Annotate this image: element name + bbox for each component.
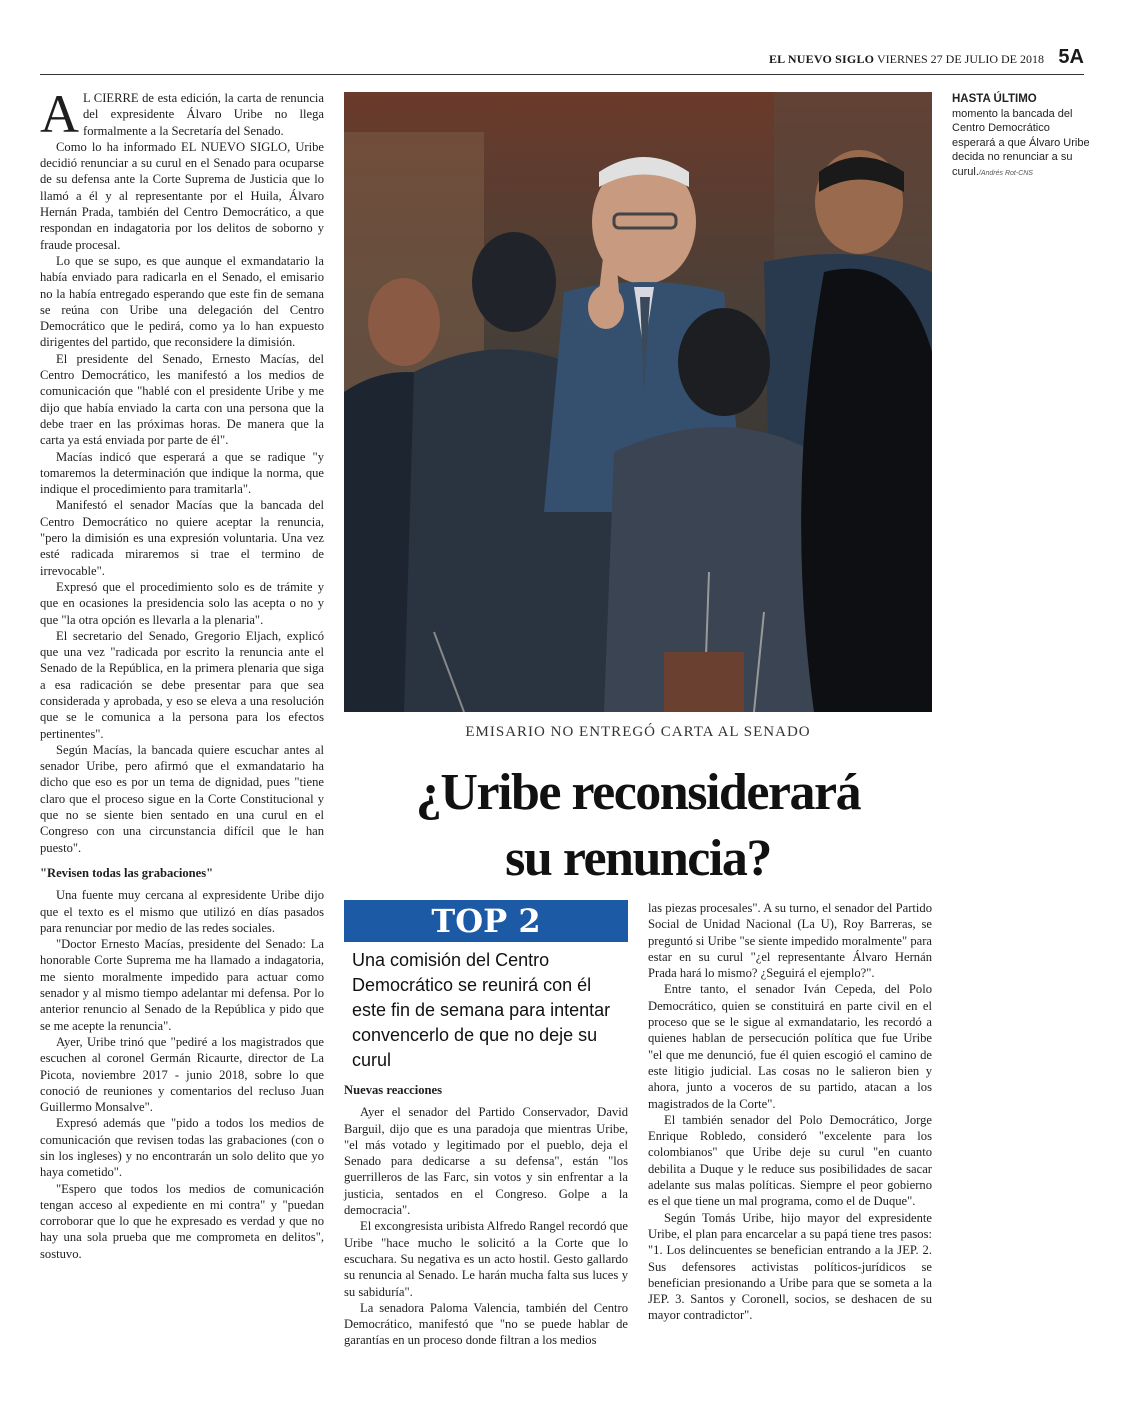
- lead-text: L CIERRE de esta edición, la carta de renuncia del expresidente Álvaro Uribe no llega formalmente a la Secretaría del Senado.: [83, 91, 324, 138]
- paragraph: Una fuente muy cercana al expresidente Uribe dijo que el texto es el mismo que utilizó en días pasados para renunciar por medio de las redes sociales.: [40, 888, 324, 935]
- top2-summary: Una comisión del Centro Democrático se reunirá con él este fin de semana para intentar convencerlo de que no deje su curul: [352, 950, 611, 1070]
- paragraph: "Doctor Ernesto Macías, presidente del Senado: La honorable Corte Suprema me ha llamado a indagatoria, me siento moralmente impedido para actuar como senador y al mismo tiempo adelantar mi defensa. Por lo anterior renuncio al Senado de la República y pido que se me acepte la renuncia".: [40, 937, 324, 1033]
- photo-credit: /Andrés Rot-CNS: [978, 169, 1033, 177]
- paragraph: El también senador del Polo Democrático, Jorge Enrique Robledo, consideró "excelente para los colombianos" que Uribe deje su curul "en cuanto debilita a Duque y le reduce sus posibilidades de sacar adelante sus malas políticas. Siempre el peor gobierno es el que tiene un mal programa, como el de Duque".: [648, 1112, 932, 1209]
- paragraph: las piezas procesales". A su turno, el senador del Partido Social de Unidad Nacional (La U), Roy Barreras, se preguntó si Uribe "se siente impedido moralmente" para estar en su curul "¿el representante Álvaro Hernán Prada hará lo mismo? ¿Seguirá el ejemplo?".: [648, 901, 932, 981]
- headline-line-1: ¿Uribe reconsiderará: [415, 764, 861, 821]
- paragraph: Entre tanto, el senador Iván Cepeda, del Polo Democrático, quien se constituirá en parte civil en el proceso que se le sigue al exmandatario, les recordó a quienes hablan de persecución política que fue Uribe "el que me denunció, fue él quien escogió el camino de este litigio judicial. Las cosas no le salieron bien y ahora, junto a voceros de su partido, atacan a los magistrados de la Corte".: [648, 982, 932, 1111]
- paragraph: El secretario del Senado, Gregorio Eljach, explicó que una vez "radicada por escrito la renuncia ante el Senado de la República, en la primera plenaria que siga a esa radicación se debe presentar para que sea considerada y aprobada, y eso se eleva a una resolución que se le comunica a la persona para los efectos pertinentes".: [40, 628, 324, 741]
- photo-caption: [952, 92, 1092, 181]
- paragraph: Ayer, Uribe trinó que "pediré a los magistrados que escuchen al coronel Germán Ricaurte, director de La Picota, noviembre 2017 - junio 2018, sobre lo que conoció de reuniones y comentarios del recluso Juan Guillermo Monsalve".: [40, 1034, 324, 1115]
- issue-date: VIERNES 27 DE JULIO DE 2018: [877, 52, 1044, 66]
- paragraph: Según Tomás Uribe, hijo mayor del expresidente Uribe, el plan para encarcelar a su papá tiene tres pasos: "1. Los delincuentes se benefician entrando a la JEP. 2. Sus defensores activistas políticos-jurídicos se benefician presionando a Uribe para que se someta a la JEP. 3. Santos y Coronell, socios, se deshacen de su mayor contradictor".: [648, 1210, 932, 1323]
- page-header: [40, 48, 1084, 75]
- page-number: 5A: [1058, 46, 1084, 68]
- caption-text: momento la bancada del Centro Democrático esperará a que Álvaro Uribe decida no renunciar a su curul.: [952, 107, 1090, 178]
- news-photo: [344, 92, 932, 712]
- paragraph: El excongresista uribista Alfredo Rangel recordó que Uribe "hace mucho le solicitó a la Corte que lo escuchara. Su negativa es un acto hostil. Gesto gallardo su renuncia al Senado. Le harán mucha falta sus luces y su sabiduría".: [344, 1219, 628, 1299]
- left-column: [40, 84, 324, 1262]
- paragraph: Como lo ha informado EL NUEVO SIGLO, Uribe decidió renunciar a su curul en el Senado para ocuparse de su defensa ante la Corte Suprema de Justicia que lo llamó a él y al representante por el Huila, Álvaro Hernán Prada, también del Centro Democrático, a que respondan en indagatoria por los delitos de soborno y fraude procesal.: [40, 139, 324, 252]
- paragraph: Lo que se supo, es que aunque el exmandatario la había enviado para radicarla en el Senado, el emisario no la había entregado esperando que este fin de semana se reúna con Uribe una delegación del Centro Democrático que le pedirá, como ya lo han expuesto dirigentes del partido, que reconsidere la dimisión.: [40, 253, 324, 350]
- paragraph: La senadora Paloma Valencia, también del Centro Democrático, manifestó que "no se puede hablar de garantías en un proceso donde filtran a los medios: [344, 1300, 628, 1348]
- paper-name: EL NUEVO SIGLO: [768, 52, 875, 66]
- middle-column: [344, 1082, 628, 1349]
- paragraph: Ayer el senador del Partido Conservador, David Barguil, dijo que es una paradoja que mientras Uribe, "el más votado y legitimado por el pueblo, deja el Senado para dedicarse a su defensa", están "los guerrilleros de las Farc, sin votos y sin enfrentar a la justicia, sentados en el Congreso. Golpe a la democracia".: [344, 1105, 628, 1218]
- right-column: [648, 900, 932, 1324]
- subheading: Nuevas reacciones: [344, 1083, 443, 1097]
- top2-label: TOP 2: [431, 902, 541, 940]
- paragraph: Expresó que el procedimiento solo es de trámite y que en ocasiones la presidencia solo las acepta o no y que "la otra opción es llevarla a la plenaria".: [40, 579, 324, 627]
- lead-paragraph: [40, 84, 324, 144]
- subheading: "Revisen todas las grabaciones": [40, 865, 214, 880]
- paragraph: Expresó además que "pido a todos los medios de comunicación que revisen todas las grabaciones (con o sin los ingleses) y no encontrarán un solo delito que yo haya cometido".: [40, 1116, 324, 1180]
- header-text: [769, 52, 1044, 67]
- photo-illustration: [344, 92, 932, 712]
- paragraph: Macías indicó que esperará a que se radique "y tomaremos la determinación que indique la norma, que indique el procedimiento para tramitarla".: [40, 449, 324, 497]
- paragraph: Manifestó el senador Macías que la bancada del Centro Democrático no quiere aceptar la renuncia, "pero la dimisión es una expresión voluntaria. Una vez esté radicada miraremos si trae el termino de irrevocable".: [40, 498, 324, 578]
- caption-title: HASTA ÚLTIMO: [952, 93, 1037, 105]
- drop-cap: A: [40, 84, 79, 144]
- paragraph: El presidente del Senado, Ernesto Macías, del Centro Democrático, les manifestó a los medios de comunicación que "hablé con el presidente Uribe y me dijo que había enviado la carta con una persona que la debe traer en las próximas horas. De manera que la carta ya está enviada por parte de él".: [40, 351, 324, 448]
- kicker: EMISARIO NO ENTREGÓ CARTA AL SENADO: [465, 724, 811, 740]
- headline-line-2: su renuncia?: [505, 830, 771, 887]
- top2-badge: [344, 900, 628, 942]
- headline: [344, 760, 932, 892]
- paragraph: Según Macías, la bancada quiere escuchar antes al senador Uribe, pero afirmó que el exmandatario ha dicho que eso es por un tema de dignidad, pues "tiene claro que el proceso sigue en la Corte Constitucional y que no se siente bien sentado en una curul en el Congreso con una circunstancia difícil que le han puesto".: [40, 742, 324, 855]
- paragraph: "Espero que todos los medios de comunicación tengan acceso al expediente en mi contra" y "puedan corroborar que lo que he expresado es verdad y que no hay una sola prueba que me comprometa en delitos", sostuvo.: [40, 1181, 324, 1261]
